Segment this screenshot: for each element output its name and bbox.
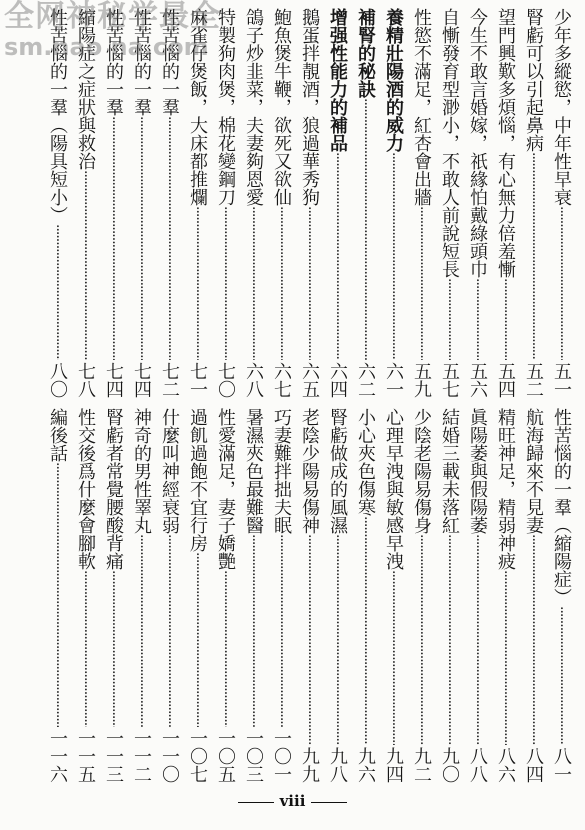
toc-entry xyxy=(268,8,294,398)
toc-leader-dots xyxy=(436,534,462,745)
toc-entry-page: 八四 xyxy=(523,747,544,783)
toc-leader-dots xyxy=(352,516,378,745)
toc-entry-page: 八〇 xyxy=(47,362,68,398)
toc-entry xyxy=(548,8,574,398)
toc-entry-page: 一一〇 xyxy=(159,729,180,783)
toc-leader-dots xyxy=(324,152,350,360)
toc-entry-title: 增强性能力的補品 xyxy=(327,8,348,152)
toc-entry-page: 五七 xyxy=(439,362,460,398)
toc-entry xyxy=(492,8,518,398)
toc-entry xyxy=(184,408,210,783)
toc-entry-page: 一〇五 xyxy=(215,729,236,783)
toc-entry xyxy=(520,8,546,398)
toc-leader-dots xyxy=(380,570,406,745)
toc-entry-title: 性苦惱的一羣 xyxy=(103,8,124,116)
toc-entry-page: 七一 xyxy=(187,362,208,398)
toc-leader-dots xyxy=(72,570,98,727)
toc-entry-page: 七二 xyxy=(159,362,180,398)
toc-entry xyxy=(184,8,210,398)
footer-rule-right xyxy=(311,802,347,803)
toc-entry xyxy=(128,408,154,783)
toc-leader-dots xyxy=(464,278,490,360)
toc-entry-title: 腎虧做成的風濕 xyxy=(327,408,348,534)
toc-leader-dots xyxy=(408,206,434,360)
page-footer xyxy=(0,792,585,810)
toc-entry-page: 五二 xyxy=(523,362,544,398)
toc-entry xyxy=(380,8,406,398)
toc-entry-title: 航海歸來不見妻 xyxy=(523,408,544,534)
toc-entry-page: 五一 xyxy=(551,362,572,398)
page-number: viii xyxy=(279,792,306,810)
toc-entry xyxy=(520,408,546,783)
toc-leader-dots xyxy=(492,278,518,360)
toc-entry-title: 編後話 xyxy=(47,408,68,462)
toc-entry-title: 性苦惱的一羣（縮陽症） xyxy=(551,408,572,606)
toc-leader-dots xyxy=(296,206,322,360)
toc-leader-dots xyxy=(212,570,238,727)
toc-entry xyxy=(324,8,350,398)
toc-entry-page: 七八 xyxy=(75,362,96,398)
toc-entry xyxy=(352,8,378,398)
toc-entry-title: 今生不敢言婚嫁，祇緣怕戴綠頭巾 xyxy=(467,8,488,278)
toc-leader-dots xyxy=(72,170,98,360)
toc-entry-page: 八一 xyxy=(551,747,572,783)
toc-entry-page: 五九 xyxy=(411,362,432,398)
toc-entry xyxy=(240,8,266,398)
toc-leader-dots xyxy=(268,206,294,360)
toc-entry-page: 七四 xyxy=(131,362,152,398)
toc-entry-page: 六五 xyxy=(299,362,320,398)
toc-entry-title: 性苦惱的一羣 xyxy=(131,8,152,116)
toc-leader-dots xyxy=(100,116,126,360)
toc-entry xyxy=(436,408,462,783)
toc-entry xyxy=(548,408,574,783)
toc-entry-title: 神奇的男性睪丸 xyxy=(131,408,152,534)
toc-leader-dots xyxy=(240,206,266,360)
toc-entry-page: 六一 xyxy=(383,362,404,398)
toc-entry-page: 六八 xyxy=(243,362,264,398)
toc-block-bottom xyxy=(0,408,574,783)
toc-entry xyxy=(408,8,434,398)
toc-leader-dots xyxy=(492,570,518,745)
toc-leader-dots xyxy=(128,116,154,360)
toc-entry-title: 性苦惱的一羣（陽具短小） xyxy=(47,8,68,224)
toc-leader-dots xyxy=(436,278,462,360)
toc-entry-title: 巧妻難拌拙夫眠 xyxy=(271,408,292,534)
toc-entry-page: 九四 xyxy=(383,747,404,783)
toc-leader-dots xyxy=(240,534,266,727)
toc-entry-title: 少陰老陽易傷身 xyxy=(411,408,432,534)
toc-entry-title: 結婚三載未落紅 xyxy=(439,408,460,534)
toc-entry-title: 心理早洩與敏感早洩 xyxy=(383,408,404,570)
toc-leader-dots xyxy=(44,224,70,360)
watermark-line-1: 全网神秘学最全 xyxy=(4,0,221,34)
toc-entry-page: 五六 xyxy=(467,362,488,398)
toc-entry xyxy=(100,8,126,398)
toc-entry xyxy=(436,8,462,398)
toc-entry-title: 性慾不滿足，紅杏會出牆 xyxy=(411,8,432,206)
toc-leader-dots xyxy=(464,534,490,745)
toc-entry-title: 什麼叫神經衰弱 xyxy=(159,408,180,534)
toc-leader-dots xyxy=(184,206,210,360)
toc-entry-page: 九九 xyxy=(299,747,320,783)
toc-entry-page: 一〇三 xyxy=(243,729,264,783)
toc-entry-title: 腎虧者常覺腰酸背痛 xyxy=(103,408,124,570)
toc-entry-title: 腎虧可以引起鼻病 xyxy=(523,8,544,152)
toc-entry-page: 九六 xyxy=(355,747,376,783)
toc-entry xyxy=(156,408,182,783)
toc-leader-dots xyxy=(324,534,350,745)
toc-leader-dots xyxy=(380,152,406,360)
toc-entry-title: 鵝蛋拌靚酒，狼過華秀狗 xyxy=(299,8,320,206)
toc-entry-page: 六四 xyxy=(327,362,348,398)
toc-entry xyxy=(100,408,126,783)
toc-entry-page: 一一二 xyxy=(131,729,152,783)
toc-entry-page: 一一五 xyxy=(75,729,96,783)
toc-entry-page: 一〇一 xyxy=(271,729,292,783)
toc-leader-dots xyxy=(44,462,70,727)
toc-entry-page: 一〇七 xyxy=(187,729,208,783)
toc-entry-title: 暑濕夾色最難醫 xyxy=(243,408,264,534)
toc-entry xyxy=(212,8,238,398)
toc-entry-page: 九二 xyxy=(411,747,432,783)
toc-entry xyxy=(240,408,266,783)
toc-block-top xyxy=(0,8,574,398)
toc-entry xyxy=(324,408,350,783)
toc-entry-page: 六二 xyxy=(355,362,376,398)
toc-entry xyxy=(72,408,98,783)
watermark-line-2: sm.nao na.com xyxy=(4,33,209,61)
toc-entry-page: 七四 xyxy=(103,362,124,398)
toc-leader-dots xyxy=(548,606,574,745)
toc-leader-dots xyxy=(352,98,378,360)
toc-entry-title: 養精壯陽酒的威力 xyxy=(383,8,404,152)
toc-entry xyxy=(44,408,70,783)
toc-entry-title: 眞陽萎與假陽萎 xyxy=(467,408,488,534)
toc-leader-dots xyxy=(548,206,574,360)
toc-leader-dots xyxy=(268,534,294,727)
toc-leader-dots xyxy=(128,534,154,727)
toc-entry-page: 六七 xyxy=(271,362,292,398)
toc-entry-title: 補腎的秘訣 xyxy=(355,8,376,98)
toc-entry xyxy=(212,408,238,783)
toc-leader-dots xyxy=(408,534,434,745)
toc-entry-title: 鴿子炒韭菜，夫妻夠恩愛 xyxy=(243,8,264,206)
toc-entry-title: 性交後爲什麼會腳軟 xyxy=(75,408,96,570)
toc-entry-title: 鮑魚煲牛鞭，欲死又欲仙 xyxy=(271,8,292,206)
toc-entry-title: 少年多縱慾，中年性早衰 xyxy=(551,8,572,206)
toc-entry xyxy=(128,8,154,398)
toc-entry xyxy=(296,408,322,783)
toc-entry-page: 七〇 xyxy=(215,362,236,398)
toc-entry xyxy=(380,408,406,783)
toc-leader-dots xyxy=(212,206,238,360)
toc-entry-title: 特製狗肉煲，棉花變鋼刀 xyxy=(215,8,236,206)
toc-entry xyxy=(408,408,434,783)
toc-entry-page: 八八 xyxy=(467,747,488,783)
toc-entry-title: 麻雀仔煲飯，大床都推爛 xyxy=(187,8,208,206)
toc-entry-title: 自慚發育型渺小，不敢人前說短長 xyxy=(439,8,460,278)
toc-entry xyxy=(268,408,294,783)
toc-entry xyxy=(296,8,322,398)
toc-entry xyxy=(72,8,98,398)
toc-entry-page: 八六 xyxy=(495,747,516,783)
toc-leader-dots xyxy=(520,152,546,360)
footer-rule-left xyxy=(238,802,274,803)
toc-entry-title: 過飢過飽不宜行房 xyxy=(187,408,208,552)
toc-entry xyxy=(156,8,182,398)
toc-entry xyxy=(464,8,490,398)
toc-entry-title: 性苦惱的一羣 xyxy=(159,8,180,116)
toc-leader-dots xyxy=(296,534,322,745)
toc-entry-page: 一一六 xyxy=(47,729,68,783)
toc-entry xyxy=(464,408,490,783)
toc-entry-title: 望門興歎多煩惱，有心無力倍羞慚 xyxy=(495,8,516,278)
toc-leader-dots xyxy=(100,570,126,727)
toc-entry xyxy=(44,8,70,398)
toc-leader-dots xyxy=(156,116,182,360)
toc-entry xyxy=(492,408,518,783)
toc-entry-title: 性愛滿足，妻子嬌艷 xyxy=(215,408,236,570)
toc-leader-dots xyxy=(520,534,546,745)
toc-entry-title: 老陰少陽易傷神 xyxy=(299,408,320,534)
toc-entry-title: 精旺神足，精弱神疲 xyxy=(495,408,516,570)
toc-leader-dots xyxy=(184,552,210,727)
toc-entry xyxy=(352,408,378,783)
toc-leader-dots xyxy=(156,534,182,727)
toc-entry-page: 五四 xyxy=(495,362,516,398)
toc-entry-page: 一一三 xyxy=(103,729,124,783)
toc-entry-title: 縮陽症之症狀與救治 xyxy=(75,8,96,170)
toc-entry-title: 小心夾色傷寒 xyxy=(355,408,376,516)
toc-entry-page: 九〇 xyxy=(439,747,460,783)
toc-entry-page: 九八 xyxy=(327,747,348,783)
